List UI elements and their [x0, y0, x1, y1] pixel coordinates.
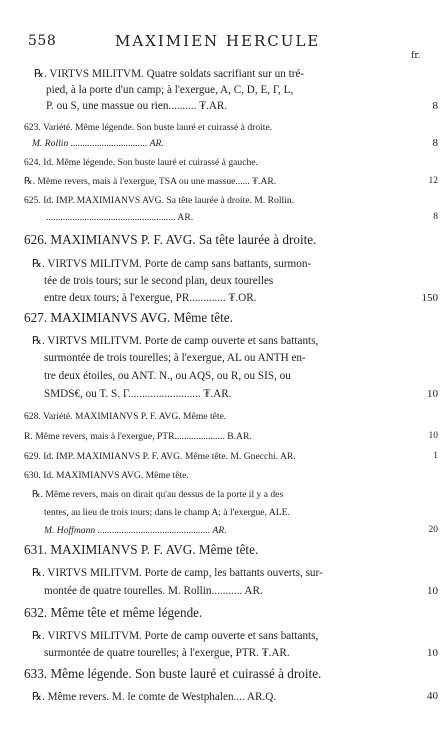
entry-line: 624. Id. Même légende. Son buste lauré et cuirassé à gauche. — [24, 157, 258, 168]
entry-line: 623. Variété. Même légende. Son buste lauré et cuirassé à droite. — [24, 122, 273, 133]
entry-line: 630. Id. MAXIMIANVS AVG. Même tête. — [24, 470, 189, 481]
entry-line: ℞. VIRTVS MILITVM. Porte de camp, les battants ouverts, sur- — [32, 567, 323, 579]
price: 12 — [428, 176, 438, 186]
price: 10 — [427, 647, 438, 659]
entry-line: ℞. VIRTVS MILITVM. Porte de camp ouverte et sans battants, — [32, 630, 319, 642]
entry-line: M. Hoffmann ............................................... AR. — [44, 525, 227, 536]
entry-line: 625. Id. IMP. MAXIMIANVS AVG. Sa tête laurée à droite. M. Rollin. — [24, 195, 295, 206]
price: 40 — [427, 690, 438, 702]
entry-line: pied, à la porte d'un camp; à l'exergue, A, C, D, E, Γ, L, — [46, 84, 294, 96]
entry-line: 628. Variété. MAXIMIANVS P. F. AVG. Même tête. — [24, 411, 227, 422]
entry-line: tre deux étoiles, ou ANT. N., ou AQS, ou R, ou SIS, ou — [44, 370, 291, 382]
entry-line: 626. MAXIMIANVS P. F. AVG. Sa tête laurée à droite. — [24, 232, 317, 247]
entry-line: surmontée de trois tourelles; à l'exergue, AL ou ANTH en- — [44, 352, 306, 364]
entry-line: montée de quatre tourelles. M. Rollin........... AR. — [44, 585, 263, 597]
price: 8 — [432, 137, 438, 149]
price: 10 — [427, 388, 438, 400]
entry-line: ...................................................... AR. — [46, 212, 194, 223]
price: 10 — [427, 585, 438, 597]
entry-line: tée de trois tours; sur le second plan, deux tourelles — [44, 275, 274, 287]
entry-line: R. Même revers, mais à l'exergue, PTR..................... B.AR. — [24, 431, 252, 442]
price: 8 — [432, 100, 438, 112]
entry-line: ℞. VIRTVS MILITVM. Porte de camp ouverte et sans battants, — [32, 335, 319, 347]
entry-line: 631. MAXIMIANVS P. F. AVG. Même tête. — [24, 542, 259, 557]
entry-line: tentes, au lieu de trois tours; dans le champ A; à l'exergue, ALE. — [44, 507, 290, 518]
price: 20 — [428, 525, 438, 535]
entry-line: surmontée de quatre tourelles; à l'exergue, PTR. ₮.AR. — [44, 647, 290, 659]
entry-line: 629. Id. IMP. MAXIMIANVS P. F. AVG. Même tête. M. Gnecchi. AR. — [24, 451, 296, 462]
price: 150 — [421, 292, 438, 304]
entry-line: ℞. Même revers, mais on dirait qu'au dessus de la porte il y a des — [32, 489, 284, 500]
entry-line: ℞. Même revers, mais à l'exergue, TSA ou une massue...... ₮.AR. — [24, 176, 277, 187]
price: 10 — [428, 431, 438, 441]
entry-line: SMDS€, ou T. S. Γ.......................... ₮.AR. — [44, 388, 232, 400]
entry-line: ℞. Même revers. M. le comte de Westphalen.... AR.Q. — [32, 691, 277, 703]
entry-line: P. ou S, une massue ou rien.......... ₮.AR. — [46, 100, 228, 112]
entry-line: 632. Même tête et même légende. — [24, 605, 203, 620]
page-number: 558 — [28, 33, 57, 49]
entry-line: entre deux tours; à l'exergue, PR............. ₮.OR. — [44, 292, 257, 304]
price: 8 — [433, 212, 438, 222]
entry-line: 633. Même légende. Son buste lauré et cuirassé à droite. — [24, 666, 322, 681]
entry-line: M. Rollin ................................ AR. — [32, 138, 164, 149]
entry-line: ℞. VIRTVS MILITVM. Porte de camp sans battants, surmon- — [32, 258, 312, 270]
page-title: MAXIMIEN HERCULE — [115, 32, 321, 50]
entry-line: ℞. VIRTVS MILITVM. Quatre soldats sacrifiant sur un tré- — [34, 68, 305, 80]
entry-line: 627. MAXIMIANVS AVG. Même tête. — [24, 310, 233, 325]
column-label: fr. — [411, 51, 421, 61]
price: 1 — [433, 451, 438, 461]
